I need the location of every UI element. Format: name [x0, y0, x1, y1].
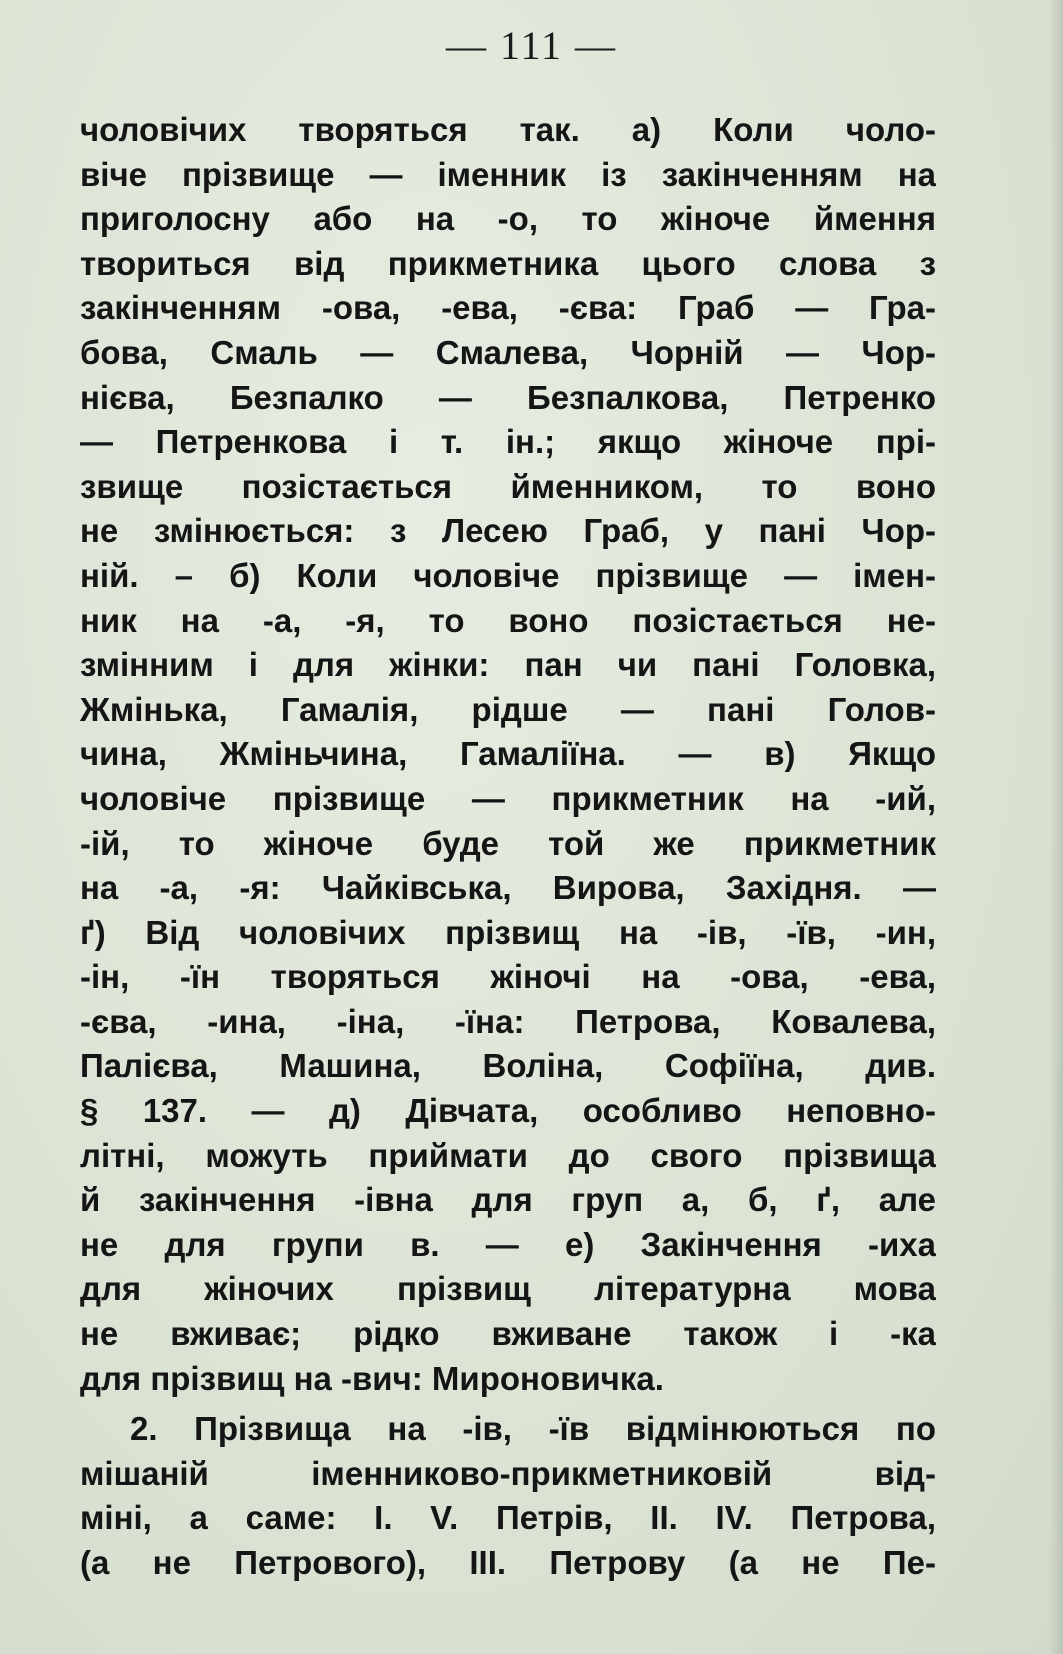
text-line: — Петренкова і т. ін.; якщо жіноче прі-: [80, 423, 936, 461]
text-line: для жіночих прізвищ літературна мова: [80, 1270, 936, 1308]
text-line: не вживає; рідко вживане також і -ка: [80, 1315, 936, 1353]
text-line: -ій, то жіноче буде той же прикметник: [80, 824, 936, 862]
text-line: й закінчення -івна для груп а, б, ґ, але: [80, 1181, 936, 1219]
text-line: мішаній іменниково-прикметниковій від-: [80, 1454, 936, 1492]
text-line: 2. Прізвища на -ів, -їв відмінюються по: [130, 1410, 936, 1448]
body-text: [80, 108, 936, 1586]
page-edge-shadow: [1049, 0, 1063, 1654]
text-line: чоловіче прізвище — прикметник на -ий,: [80, 779, 936, 817]
text-line: приголосну або на -о, то жіноче ймення: [80, 200, 936, 238]
text-line: не змінюється: з Лесею Граб, у пані Чор-: [80, 512, 936, 550]
text-line: ґ) Від чоловічих прізвищ на -ів, -їв, -ин,: [80, 913, 936, 951]
text-line: міні, а саме: І. V. Петрів, ІІ. ІV. Петрова,: [80, 1499, 936, 1537]
text-line: чина, Жміньчина, Гамаліїна. — в) Якщо: [80, 735, 936, 773]
text-line: на -а, -я: Чайківська, Вирова, Західня. —: [80, 869, 936, 907]
text-line: нієва, Безпалко — Безпалкова, Петренко: [80, 378, 936, 416]
text-line: не для групи в. — е) Закінчення -иха: [80, 1225, 936, 1263]
text-line: літні, можуть приймати до свого прізвища: [80, 1136, 936, 1174]
text-line: -єва, -ина, -іна, -їна: Петрова, Ковалева,: [80, 1002, 936, 1040]
text-line: для прізвищ на -вич: Мироновичка.: [80, 1359, 664, 1397]
text-line: віче прізвище — іменник із закінченням на: [80, 155, 936, 193]
text-line: -ін, -їн творяться жіночі на -ова, -ева,: [80, 958, 936, 996]
text-line: Жмінька, Гамалія, рідше — пані Голов-: [80, 690, 936, 728]
text-line: закінченням -ова, -ева, -єва: Граб — Гра-: [80, 289, 936, 327]
text-line: § 137. — д) Дівчата, особливо неповно-: [80, 1092, 936, 1130]
text-line: ній. – б) Коли чоловіче прізвище — імен-: [80, 556, 936, 594]
text-line: чоловічих творяться так. а) Коли чоло-: [80, 111, 936, 148]
text-line: змінним і для жінки: пан чи пані Головка,: [80, 646, 936, 684]
text-line: твориться від прикметника цього слова з: [80, 244, 936, 282]
text-line: Палієва, Машина, Воліна, Софіїна, див.: [80, 1047, 936, 1085]
text-line: (а не Петрового), ІІІ. Петрову (а не Пе-: [80, 1544, 936, 1581]
text-line: бова, Смаль — Смалева, Чорній — Чор-: [80, 333, 936, 371]
text-line: звище позістається йменником, то воно: [80, 467, 936, 505]
text-line: ник на -а, -я, то воно позістається не-: [80, 601, 936, 639]
page-number: — 111 —: [445, 23, 618, 68]
